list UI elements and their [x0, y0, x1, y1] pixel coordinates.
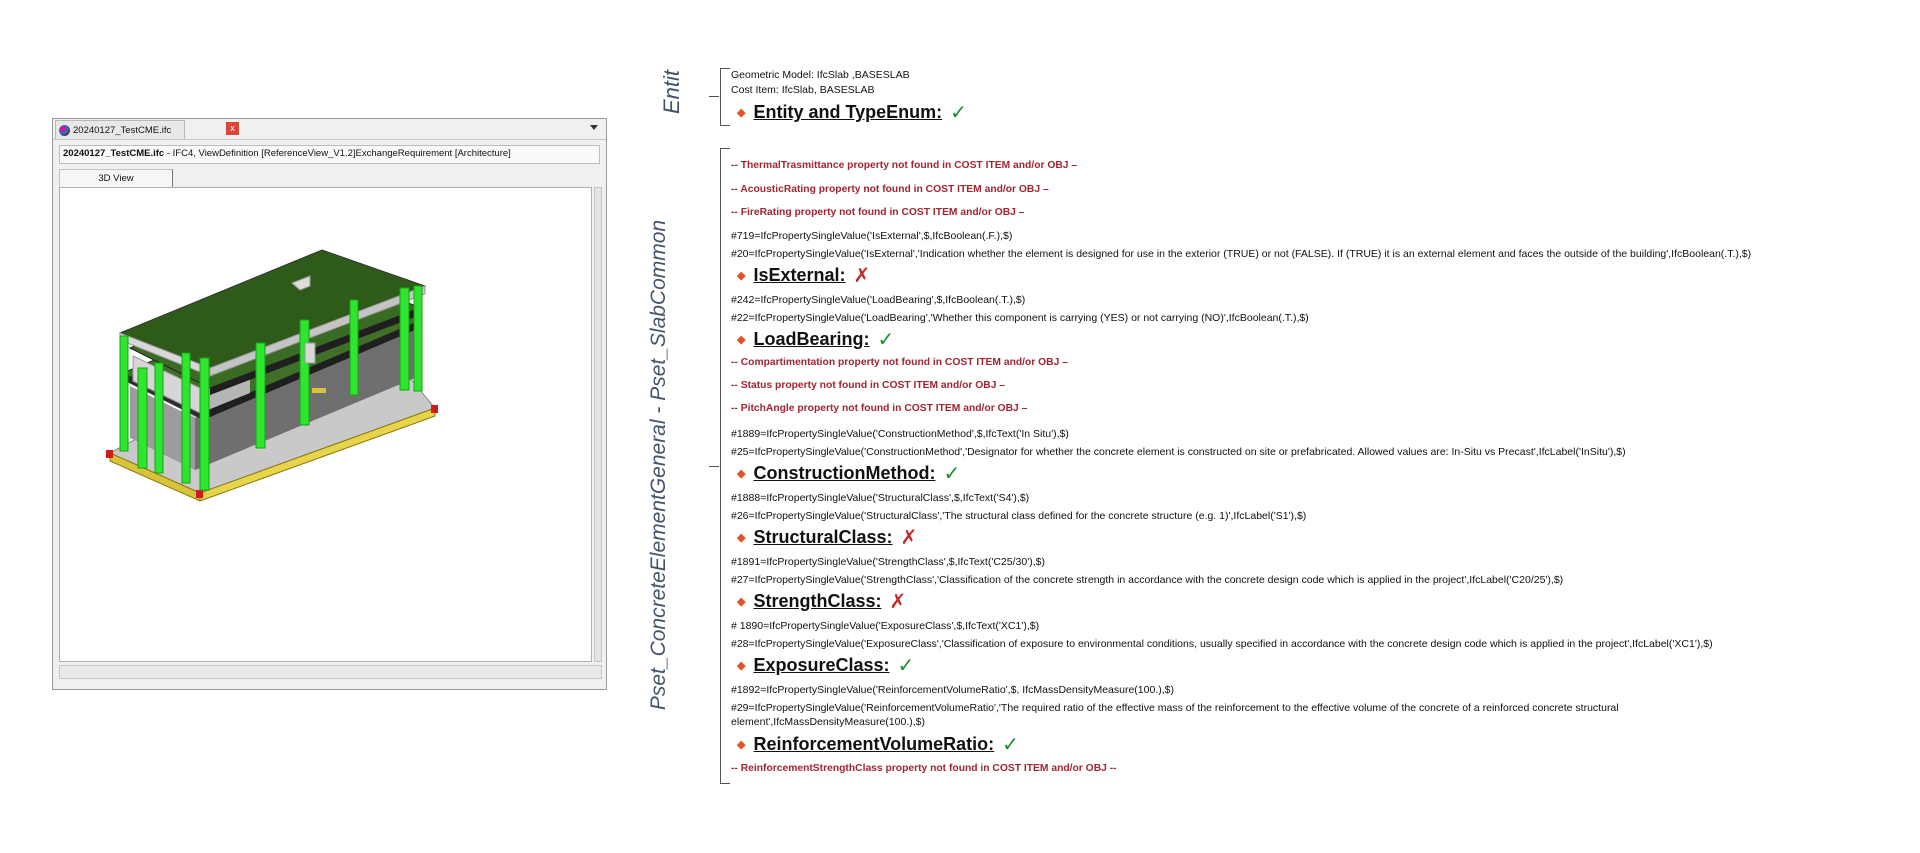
- ifc-line: #27=IfcPropertySingleValue('StrengthClass','Classification of the concrete strength in accordance with the concrete design code which is applied in the project',IfcLabel('C20/25'),$): [731, 574, 1564, 586]
- entity-group-brace: [720, 68, 721, 126]
- diamond-bullet-icon: ◆: [737, 270, 746, 282]
- document-tab-label: 20240127_TestCME.ifc: [73, 124, 172, 136]
- strengthclass-heading: [737, 589, 906, 614]
- heading-label: ExposureClass:: [753, 655, 890, 675]
- entity-check-heading: [737, 100, 967, 125]
- document-tab[interactable]: [55, 120, 185, 139]
- ifc-line: #20=IfcPropertySingleValue('IsExternal','Indication whether the element is designed for use in the exterior (TRUE) or not (FALSE). If (TRUE) it is an external element and faces the outside of the building',IfcBoolean(.T.),$): [731, 248, 1752, 260]
- tab-3d-view[interactable]: 3D View: [59, 169, 173, 187]
- warning-line: -- PitchAngle property not found in COST ITEM and/or OBJ –: [731, 403, 1028, 414]
- file-name: 20240127_TestCME.ifc: [63, 148, 165, 159]
- warning-line: -- Compartimentation property not found in COST ITEM and/or OBJ –: [731, 357, 1068, 368]
- loadbearing-heading: [737, 327, 894, 352]
- warning-line: -- Status property not found in COST ITEM and/or OBJ –: [731, 380, 1006, 391]
- constructionmethod-heading: [737, 461, 960, 486]
- ifc-line: #1891=IfcPropertySingleValue('StrengthClass',$,IfcText('C25/30'),$): [731, 556, 1045, 568]
- warning-line: -- ThermalTrasmittance property not found in COST ITEM and/or OBJ –: [731, 160, 1078, 171]
- heading-label: StrengthClass:: [753, 591, 882, 611]
- ifc-line: #719=IfcPropertySingleValue('IsExternal',$,IfcBoolean(.F.),$): [731, 230, 1013, 242]
- entity-cost-item: Cost Item: IfcSlab, BASESLAB: [731, 84, 875, 96]
- ifc-line: #29=IfcPropertySingleValue('ReinforcementVolumeRatio','The required ratio of the effective mass of the reinforcement to the effective volume of the concrete of a reinforced concrete structural: [731, 702, 1619, 714]
- diamond-bullet-icon: ◆: [737, 739, 746, 751]
- base-corner-marker: [431, 405, 438, 413]
- warning-line: -- FireRating property not found in COST ITEM and/or OBJ –: [731, 207, 1025, 218]
- diamond-bullet-icon: ◆: [737, 334, 746, 346]
- base-corner-marker: [106, 450, 113, 458]
- document-tab-bar: [53, 119, 606, 140]
- heading-label: ReinforcementVolumeRatio:: [753, 734, 995, 754]
- pset-group-brace: [720, 148, 721, 784]
- pset-group-brace-tip: [709, 466, 719, 467]
- entity-group-label: Entit: [659, 69, 684, 115]
- heading-label: StructuralClass:: [753, 527, 893, 547]
- warning-line: -- ReinforcementStrengthClass property not found in COST ITEM and/or OBJ --: [731, 763, 1117, 774]
- cross-icon: ✗: [853, 265, 871, 287]
- cross-icon: ✗: [889, 591, 907, 613]
- ifc-line: #25=IfcPropertySingleValue('ConstructionMethod','Designator for whether the concrete element is constructed on site or prefabricated. Allowed values are: In-Situ vs Precast',IfcLabel('InSitu'),$): [731, 446, 1626, 458]
- diamond-bullet-icon: ◆: [737, 468, 746, 480]
- file-schema-info: - IFC4, ViewDefinition [ReferenceView_V1.2]ExchangeRequirement [Architecture]: [164, 148, 511, 159]
- ifc-line: #1888=IfcPropertySingleValue('StructuralClass',$,IfcText('S4'),$): [731, 492, 1030, 504]
- cross-icon: ✗: [900, 527, 918, 549]
- stair-marker: [312, 388, 326, 393]
- entity-group-brace-tip: [709, 96, 719, 97]
- entity-geometric-model: Geometric Model: IfcSlab ,BASESLAB: [731, 69, 910, 81]
- exposureclass-heading: [737, 653, 914, 678]
- ifc-line: #26=IfcPropertySingleValue('StructuralClass','The structural class defined for the concrete structure (e.g. 1)',IfcLabel('S1'),$): [731, 510, 1307, 522]
- diamond-bullet-icon: ◆: [737, 107, 746, 119]
- 3d-viewport[interactable]: [59, 187, 592, 662]
- building-model: [60, 188, 591, 661]
- chevron-down-icon[interactable]: [590, 125, 598, 130]
- ifc-line: #1889=IfcPropertySingleValue('ConstructionMethod',$,IfcText('In Situ'),$): [731, 428, 1069, 440]
- base-corner-marker: [196, 490, 203, 498]
- check-icon: ✓: [897, 655, 915, 677]
- ifc-viewer-window: [52, 118, 607, 690]
- ifc-line: #1892=IfcPropertySingleValue('ReinforcementVolumeRatio',$, IfcMassDensityMeasure(100.),$): [731, 684, 1174, 696]
- heading-label: Entity and TypeEnum:: [753, 102, 943, 122]
- vertical-scrollbar[interactable]: [594, 187, 602, 662]
- ifc-line: #28=IfcPropertySingleValue('ExposureClass','Classification of exposure to environmental conditions, usually specified in accordance with the concrete design code which is applied in the project',IfcLabel('XC1'),$): [731, 638, 1713, 650]
- app-logo-icon: [59, 125, 70, 136]
- close-tab-button[interactable]: x: [226, 122, 239, 135]
- heading-label: ConstructionMethod:: [753, 463, 936, 483]
- horizontal-scrollbar[interactable]: [59, 665, 602, 679]
- isexternal-heading: [737, 263, 870, 288]
- reinforcementvolumeratio-heading: [737, 732, 1019, 757]
- diamond-bullet-icon: ◆: [737, 596, 746, 608]
- ifc-line: element',IfcMassDensityMeasure(100.),$): [731, 716, 925, 728]
- structuralclass-heading: [737, 525, 917, 550]
- check-icon: ✓: [1002, 734, 1019, 756]
- check-icon: ✓: [943, 463, 961, 485]
- warning-line: -- AcousticRating property not found in COST ITEM and/or OBJ –: [731, 184, 1049, 195]
- core-block: [305, 343, 315, 363]
- pset-group-label: Pset_ConcreteElementGeneral - Pset_SlabCommon: [647, 219, 670, 711]
- heading-label: IsExternal:: [753, 265, 846, 285]
- diamond-bullet-icon: ◆: [737, 532, 746, 544]
- file-info-bar: [59, 145, 600, 164]
- ifc-line: #242=IfcPropertySingleValue('LoadBearing',$,IfcBoolean(.T.),$): [731, 294, 1026, 306]
- check-icon: ✓: [950, 102, 967, 124]
- ifc-line: #22=IfcPropertySingleValue('LoadBearing','Whether this component is carrying (YES) or not carrying (NO)',IfcBoolean(.T.),$): [731, 312, 1309, 324]
- diamond-bullet-icon: ◆: [737, 660, 746, 672]
- check-icon: ✓: [877, 329, 895, 351]
- ifc-line: # 1890=IfcPropertySingleValue('ExposureClass',$,IfcText('XC1'),$): [731, 620, 1040, 632]
- heading-label: LoadBearing:: [753, 329, 870, 349]
